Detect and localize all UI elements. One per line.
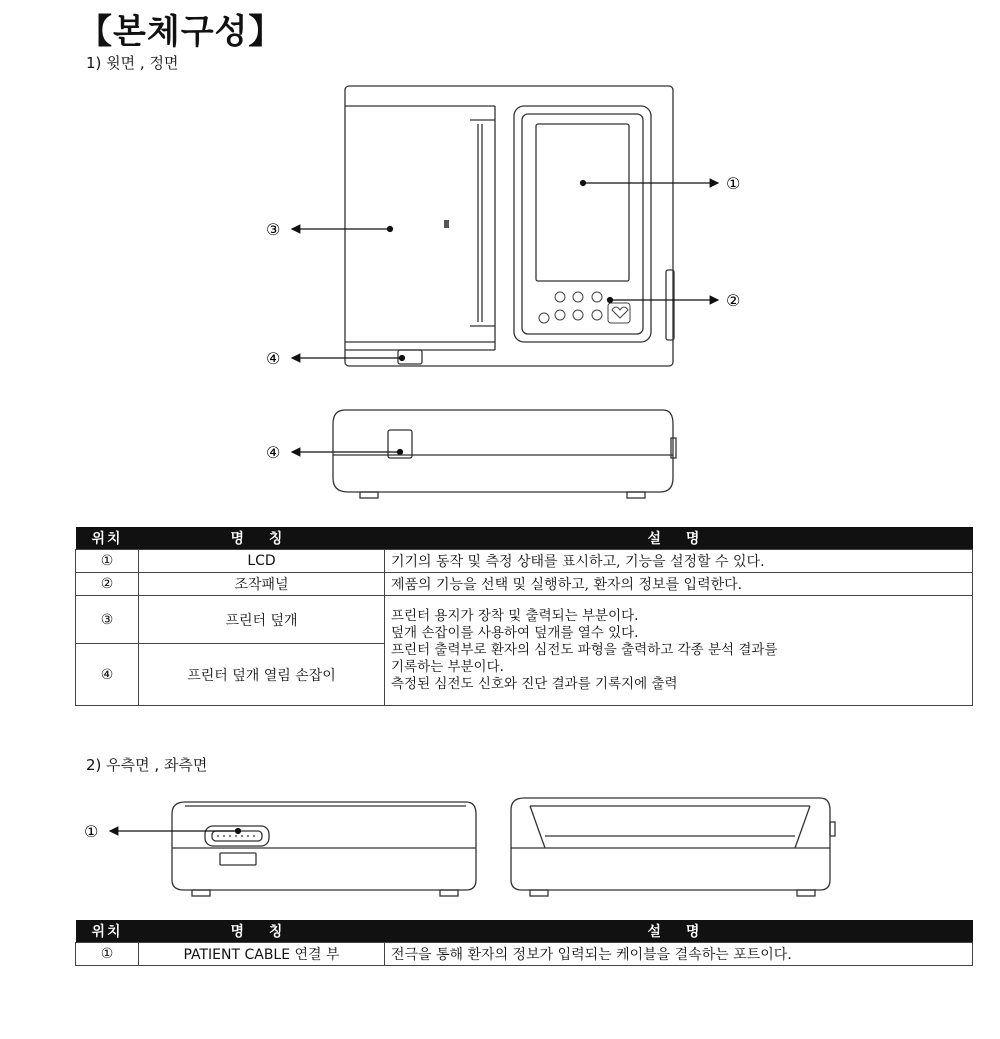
page-title: 【본체구성】 [78, 12, 284, 52]
header-name: 명 칭 [139, 920, 385, 943]
row-name: LCD [139, 550, 385, 573]
row-position: ③ [76, 596, 139, 644]
table-row [76, 550, 973, 573]
header-description: 설 명 [385, 920, 973, 943]
header-description: 설 명 [385, 527, 973, 550]
callout-2-panel: ② [726, 291, 741, 310]
control-panel-buttons [539, 292, 630, 323]
callout-3-cover: ③ [266, 220, 281, 239]
device-top-view [345, 86, 674, 366]
row-description-merged: 프린터 용지가 장착 및 출력되는 부분이다. 덮개 손잡이를 사용하여 덮개를 열수 있다. 프린터 출력부로 환자의 심전도 파형을 출력하고 각종 분석 결과를 기록하는 부분이다. 측정된 심전도 신호와 진단 결과를 기록지에 출력 [385, 596, 973, 706]
callout-4-handle: ④ [266, 349, 281, 368]
patient-cable-port-pins [217, 835, 255, 837]
row-position: ② [76, 573, 139, 596]
row-description: 제품의 기능을 선택 및 실행하고, 환자의 정보를 입력한다. [385, 573, 973, 596]
component-table-1 [75, 527, 973, 706]
row-position: ① [76, 550, 139, 573]
table-header-row [76, 527, 973, 550]
row-position: ① [76, 943, 139, 966]
header-position: 위치 [76, 527, 139, 550]
cover-latch-mark [444, 220, 449, 228]
table-row [76, 573, 973, 596]
row-position: ④ [76, 644, 139, 706]
callout-1-lcd: ① [726, 174, 741, 193]
callout-4-handle-front: ④ [266, 443, 281, 462]
row-description: 전극을 통해 환자의 정보가 입력되는 케이블을 결속하는 포트이다. [385, 943, 973, 966]
table-row [76, 943, 973, 966]
row-name: 프린터 덮개 [139, 596, 385, 644]
table-header-row [76, 920, 973, 943]
row-name: 프린터 덮개 열림 손잡이 [139, 644, 385, 706]
table-row [76, 596, 973, 644]
section-heading-side-views: 2) 우측면 , 좌측면 [86, 756, 208, 774]
row-name: PATIENT CABLE 연결 부 [139, 943, 385, 966]
component-table-2 [75, 920, 973, 966]
header-position: 위치 [76, 920, 139, 943]
callout-1-patient-cable: ① [84, 822, 99, 841]
section-heading-top-front: 1) 윗면 , 정면 [86, 54, 179, 72]
row-name: 조작패널 [139, 573, 385, 596]
device-front-view [333, 410, 676, 498]
row-description: 기기의 동작 및 측정 상태를 표시하고, 기능을 설정할 수 있다. [385, 550, 973, 573]
device-left-side-view [511, 798, 835, 896]
header-name: 명 칭 [139, 527, 385, 550]
device-right-side-view [172, 802, 476, 896]
